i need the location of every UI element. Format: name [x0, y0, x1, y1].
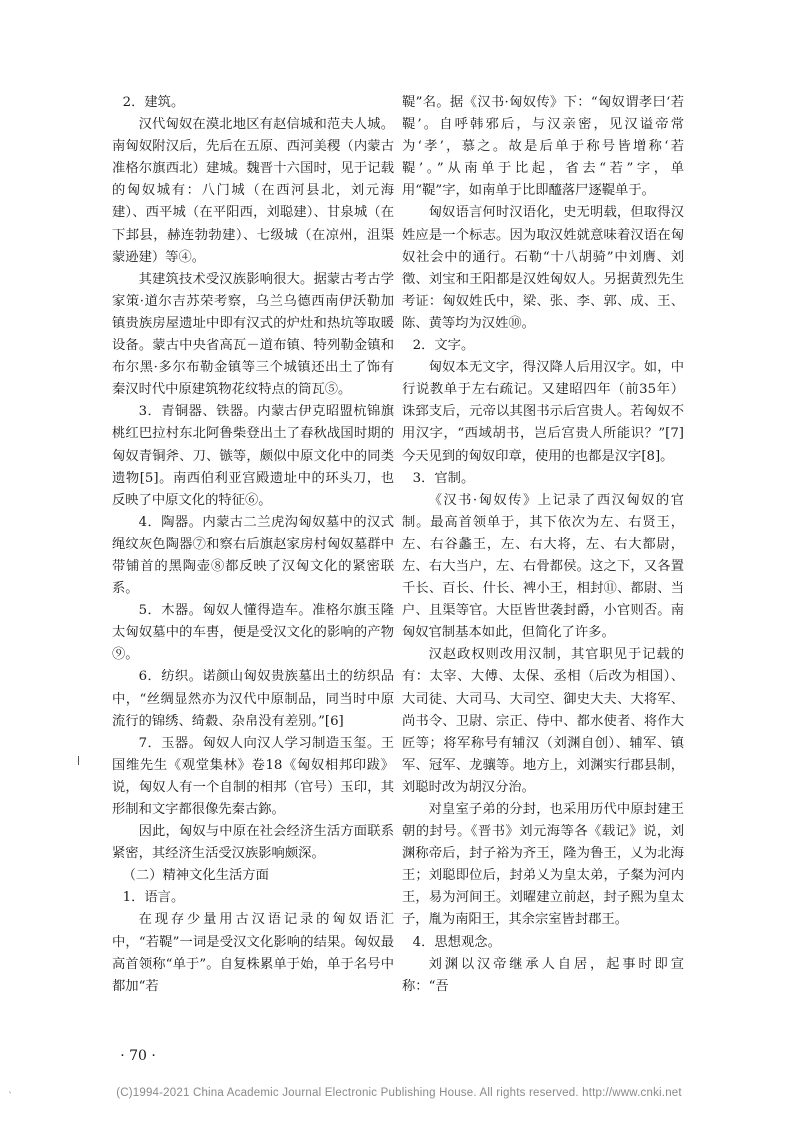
paragraph-enfeoffment: 对皇室子弟的分封，也采用历代中原封建王朝的封号。《晋书》刘元海等各《载记》说，刘渊称帝后，封子裕为齐王，隆为鲁王，乂为北海王；刘聪即位后，封弟乂为皇太弟，子粲为河内王，易为河间王。刘曜建立前赵，封子熙为皇太子，胤为南阳王，其余宗室皆封郡王。	[402, 802, 684, 928]
heading-language: 1．语言。	[122, 890, 185, 906]
paragraph-textiles: 6．纺织。诺颜山匈奴贵族墓出土的纺织品中，“丝绸显然亦为汉代中原制品，同当时中原流行的锦绣、绮縠、杂帛没有差别。”[6]	[112, 669, 394, 729]
paragraph-summary: 因此，匈奴与中原在社会经济生活方面联系紧密，其经济生活受汉族影响颇深。	[112, 824, 394, 862]
copyright-footer: (C)1994-2021 China Academic Journal Electronic Publishing House. All rights reserved. http://www.cnki.net	[116, 1087, 682, 1099]
heading-ideology: 4．思想观念。	[412, 934, 501, 950]
paragraph-bronze-iron: 3．青铜器、铁器。内蒙古伊克昭盟杭锦旗桃红巴拉村东北阿鲁柴登出土了春秋战国时期的匈奴青铜斧、刀、镞等，颇似中原文化中的同类遗物[5]。南西伯利亚宫殿遗址中的环头刀，也反映了中原文化的特征⑥。	[112, 404, 394, 508]
page-number: · 70 ·	[120, 1048, 156, 1064]
paragraph-western-officials: 《汉书·匈奴传》上记录了西汉匈奴的官制。最高首领单于，其下依次为左、右贤王，左、右谷蠡王，左、右大将，左、右大都尉，左、右大当户，左、右骨都侯。这之下，又各置千长、百长、什长、裨小王，相封⑪、都尉、当户、且渠等官。大臣皆世袭封爵，小官则否。南匈奴官制基本如此，但简化了许多。	[402, 492, 684, 641]
paragraph-sinicization: 匈奴语言何时汉语化，史无明载，但取得汉姓应是一个标志。因为取汉姓就意味着汉语在匈奴社会中的通行。石勒“十八胡骑”中刘膺、刘徵、刘宝和王阳都是汉姓匈奴人。另据黄烈先生考证：匈奴姓氏中，梁、张、李、郭、成、王、陈、黄等均为汉姓⑩。	[402, 205, 684, 331]
paragraph-jade: 7．玉器。匈奴人向汉人学习制造玉玺。王国维先生《观堂集林》卷18《匈奴相邦印跋》说，匈奴人有一个自制的相邦（官号）玉印，其形制和文字都很像先秦古鉨。	[112, 735, 394, 817]
paragraph-language: 在现存少量用古汉语记录的匈奴语汇中，“若鞮”一词是受汉文化影响的结果。匈奴最高首领称“单于”。自复株累单于始，单于名号中都加“若	[112, 912, 394, 994]
scan-artifact	[78, 756, 79, 765]
heading-writing: 2．文字。	[412, 338, 475, 354]
scan-mark: `	[8, 1092, 13, 1103]
paragraph-ruodi-cont: 鞮”名。据《汉书·匈奴传》下：“匈奴谓孝曰‘若鞮’。自呼韩邪后，与汉亲密，见汉谥帝常为‘孝’，慕之。故是后单于称号皆增称‘若鞮’。”从南单于比起，省去“若”字，单用“鞮”字，如南单于比即醯落尸逐鞮单于。	[402, 95, 684, 199]
heading-architecture: 2．建筑。	[122, 95, 185, 110]
paragraph-pottery: 4．陶器。内蒙古二兰虎沟匈奴墓中的汉式绳纹灰色陶器⑦和察右后旗赵家房村匈奴墓群中带铺首的黑陶壶⑧都反映了汉匈文化的紧密联系。	[112, 514, 394, 597]
paragraph-cities: 汉代匈奴在漠北地区有赵信城和范夫人城。南匈奴附汉后，先后在五原、西河美稷（内蒙古准格尔旗西北）建城。魏晋十六国时，见于记载的匈奴城有：八门城（在西河县北，刘元海建）、西平城（在平阳西，刘聪建）、甘泉城（在下邽县，赫连勃勃建）、七级城（在凉州，沮渠蒙逊建）等④。	[112, 117, 394, 265]
paragraph-building-tech: 其建筑技术受汉族影响很大。据蒙古考古学家策·道尔吉苏荣考察，乌兰乌德西南伊沃勒加镇贵族房屋遗址中即有汉式的炉灶和热坑等取暖设备。蒙古中央省高瓦－道布镇、特列勒金镇和布尔黑·多尔布勒金镇等三个城镇还出土了饰有秦汉时代中原建筑物花纹特点的筒瓦⑤。	[112, 271, 394, 398]
heading-spiritual-life: （二）精神文化生活方面	[122, 868, 269, 884]
right-text-column	[402, 92, 684, 998]
paragraph-writing: 匈奴本无文字，得汉降人后用汉字。如，中行说教单于左右疏记。又建昭四年（前35年）诛郅支后，元帝以其图书示后宫贵人。若匈奴不用汉字，“西域胡书，岂后宫贵人所能识？”[7]今天见到的匈奴印章，使用的也都是汉字[8]。	[402, 360, 684, 464]
heading-officials: 3．官制。	[412, 470, 475, 486]
left-text-column	[112, 92, 394, 998]
paragraph-han-zhao: 汉赵政权则改用汉制，其官职见于记载的有：太宰、大傅、太保、丞相（后改为相国）、大司徒、大司马、大司空、御史大夫、大将军、尚书令、卫尉、宗正、侍中、都水使者、将作大匠等；将军称号有辅汉（刘渊自创）、辅军、镇军、冠军、龙骧等。地方上，刘渊实行郡县制，刘聪时改为胡汉分治。	[402, 647, 684, 795]
paragraph-woodware: 5．木器。匈奴人懂得造车。准格尔旗玉隆太匈奴墓中的车軎，便是受汉文化的影响的产物⑨。	[112, 603, 394, 663]
paragraph-ideology: 刘渊以汉帝继承人自居，起事时即宣称：“吾	[402, 956, 684, 994]
